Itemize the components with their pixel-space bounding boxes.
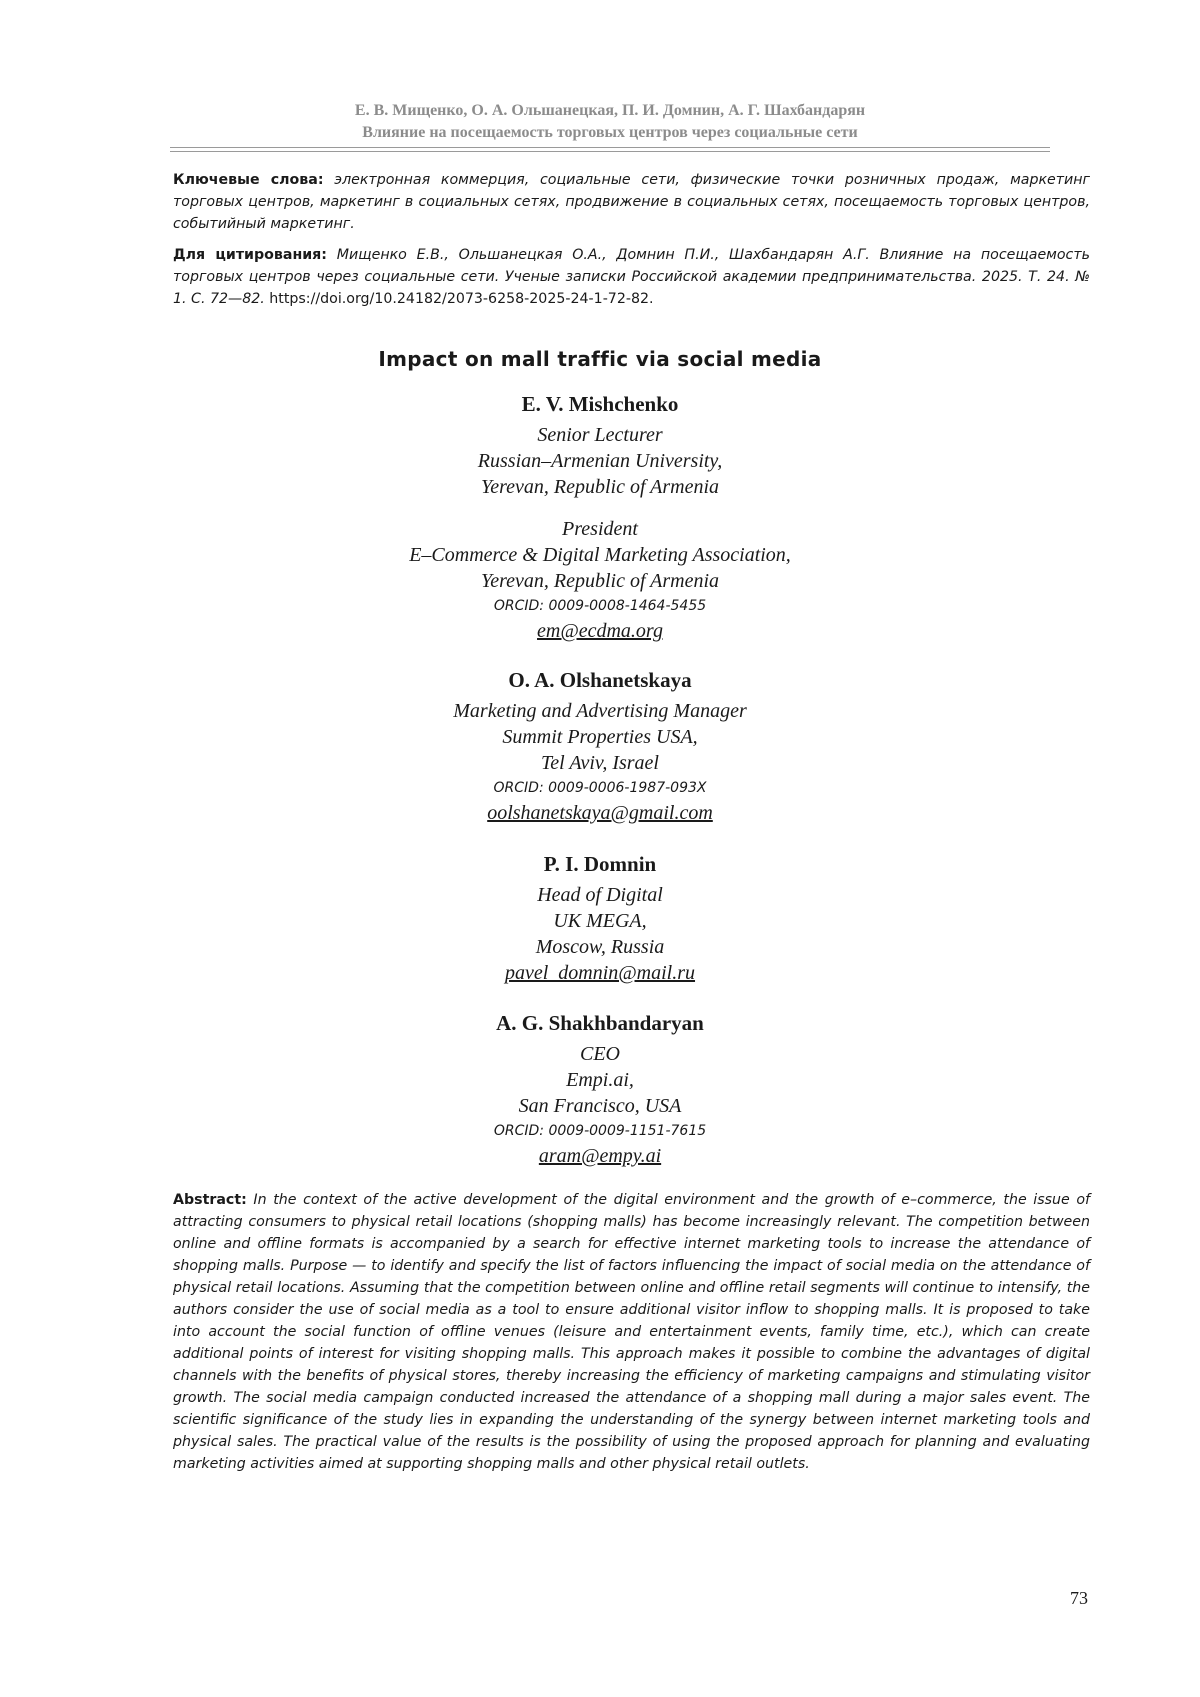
author-block-mishchenko xyxy=(0,390,1200,644)
author-position: Head of Digital xyxy=(537,884,663,906)
author-block-olshanetskaya xyxy=(0,666,1200,826)
author-email-link[interactable]: em@ecdma.org xyxy=(537,620,663,642)
author-name: E. V. Mishchenko xyxy=(521,392,679,416)
author-position: Senior Lecturer xyxy=(537,424,663,446)
abstract-text: In the context of the active development of the digital environment and the growth of e–commerce, the issue of attracting consumers to physical retail locations (shopping malls) has become increasingly relevant. The competition between online and offline formats is accompanied by a search for effective internet marketing tools to increase the attendance of shopping malls. Purpose — to identify and specify the list of factors influencing the impact of social media on the attendance of physical retail locations. Assuming that the competition between online and offline retail segments will continue to intensify, the authors consider the use of social media as a tool to ensure additional visitor inflow to shopping malls. It is proposed to take into account the social function of offline venues (leisure and entertainment events, family time, etc.), which can create additional points of interest for visiting shopping malls. This approach makes it possible to combine the advantages of digital channels with the benefits of physical stores, thereby increasing the efficiency of marketing campaigns and stimulating visitor growth. The social media campaign conducted increased the attendance of a shopping mall during a major sales event. The scientific significance of the study lies in expanding the understanding of the synergy between internet marketing tools and physical sales. The practical value of the results is the possibility of using the proposed approach for planning and evaluating marketing activities aimed at supporting shopping malls and other physical retail outlets. xyxy=(173,1192,1090,1472)
author-location: Moscow, Russia xyxy=(535,936,665,958)
author-organization: Summit Properties USA, xyxy=(502,726,698,748)
author-location: San Francisco, USA xyxy=(518,1095,682,1117)
author-email-link[interactable]: oolshanetskaya@gmail.com xyxy=(487,802,713,824)
author-orcid: ORCID: 0009-0009-1151-7615 xyxy=(493,1123,707,1139)
keywords-text: электронная коммерция, социальные сети, физические точки розничных продаж, маркетинг торговых центров, маркетинг в социальных сетях, продвижение в социальных сетях, посещаемость торговых центров, событийный маркетинг. xyxy=(173,172,1090,232)
abstract-paragraph xyxy=(173,1189,1090,1475)
author-position: CEO xyxy=(580,1043,620,1065)
author-location: Tel Aviv, Israel xyxy=(541,752,659,774)
author-organization: UK MEGA, xyxy=(553,910,647,932)
running-header-title: Влияние на посещаемость торговых центров через социальные сети xyxy=(362,124,858,141)
author-block-domnin xyxy=(0,850,1200,986)
keywords-label: Ключевые слова: xyxy=(173,172,324,188)
citation-doi-link[interactable]: https://doi.org/10.24182/2073-6258-2025-24-1-72-82. xyxy=(269,291,654,307)
author-position: Marketing and Advertising Manager xyxy=(453,700,747,722)
author-location: Yerevan, Republic of Armenia xyxy=(480,476,720,498)
citation-label: Для цитирования: xyxy=(173,247,327,263)
english-title: Impact on mall traffic via social media xyxy=(378,347,822,371)
header-rule-bottom xyxy=(170,151,1050,152)
author-organization: Empi.ai, xyxy=(566,1069,634,1091)
author-location-2: Yerevan, Republic of Armenia xyxy=(480,570,720,592)
author-name: A. G. Shakhbandaryan xyxy=(496,1011,704,1035)
citation-text: Мищенко Е.В., Ольшанецкая О.А., Домнин П.И., Шахбандарян А.Г. Влияние на посещаемость торговых центров через социальные сети. Ученые записки Российской академии предпринимательства. 2025. Т. 24. № 1. С. 72—82. xyxy=(173,247,1090,307)
author-email-link[interactable]: pavel_domnin@mail.ru xyxy=(504,962,696,984)
author-email-link[interactable]: aram@empy.ai xyxy=(538,1145,662,1167)
running-header-authors: Е. В. Мищенко, О. А. Ольшанецкая, П. И. Домнин, А. Г. Шахбандарян xyxy=(354,102,866,119)
author-name: O. A. Olshanetskaya xyxy=(508,668,692,692)
keywords-paragraph xyxy=(173,169,1090,235)
author-orcid: ORCID: 0009-0006-1987-093X xyxy=(493,780,707,796)
page-number: 73 xyxy=(1070,1588,1088,1608)
author-name: P. I. Domnin xyxy=(543,852,657,876)
abstract-label: Abstract: xyxy=(173,1192,247,1208)
author-position-2: President xyxy=(562,518,638,540)
author-organization-2: E–Commerce & Digital Marketing Association, xyxy=(409,544,791,566)
header-rule-top xyxy=(170,147,1050,148)
author-organization: Russian–Armenian University, xyxy=(477,450,723,472)
running-header xyxy=(170,100,1050,144)
author-orcid: ORCID: 0009-0008-1464-5455 xyxy=(493,598,707,614)
citation-paragraph xyxy=(173,244,1090,310)
author-block-shakhbandaryan xyxy=(0,1009,1200,1169)
